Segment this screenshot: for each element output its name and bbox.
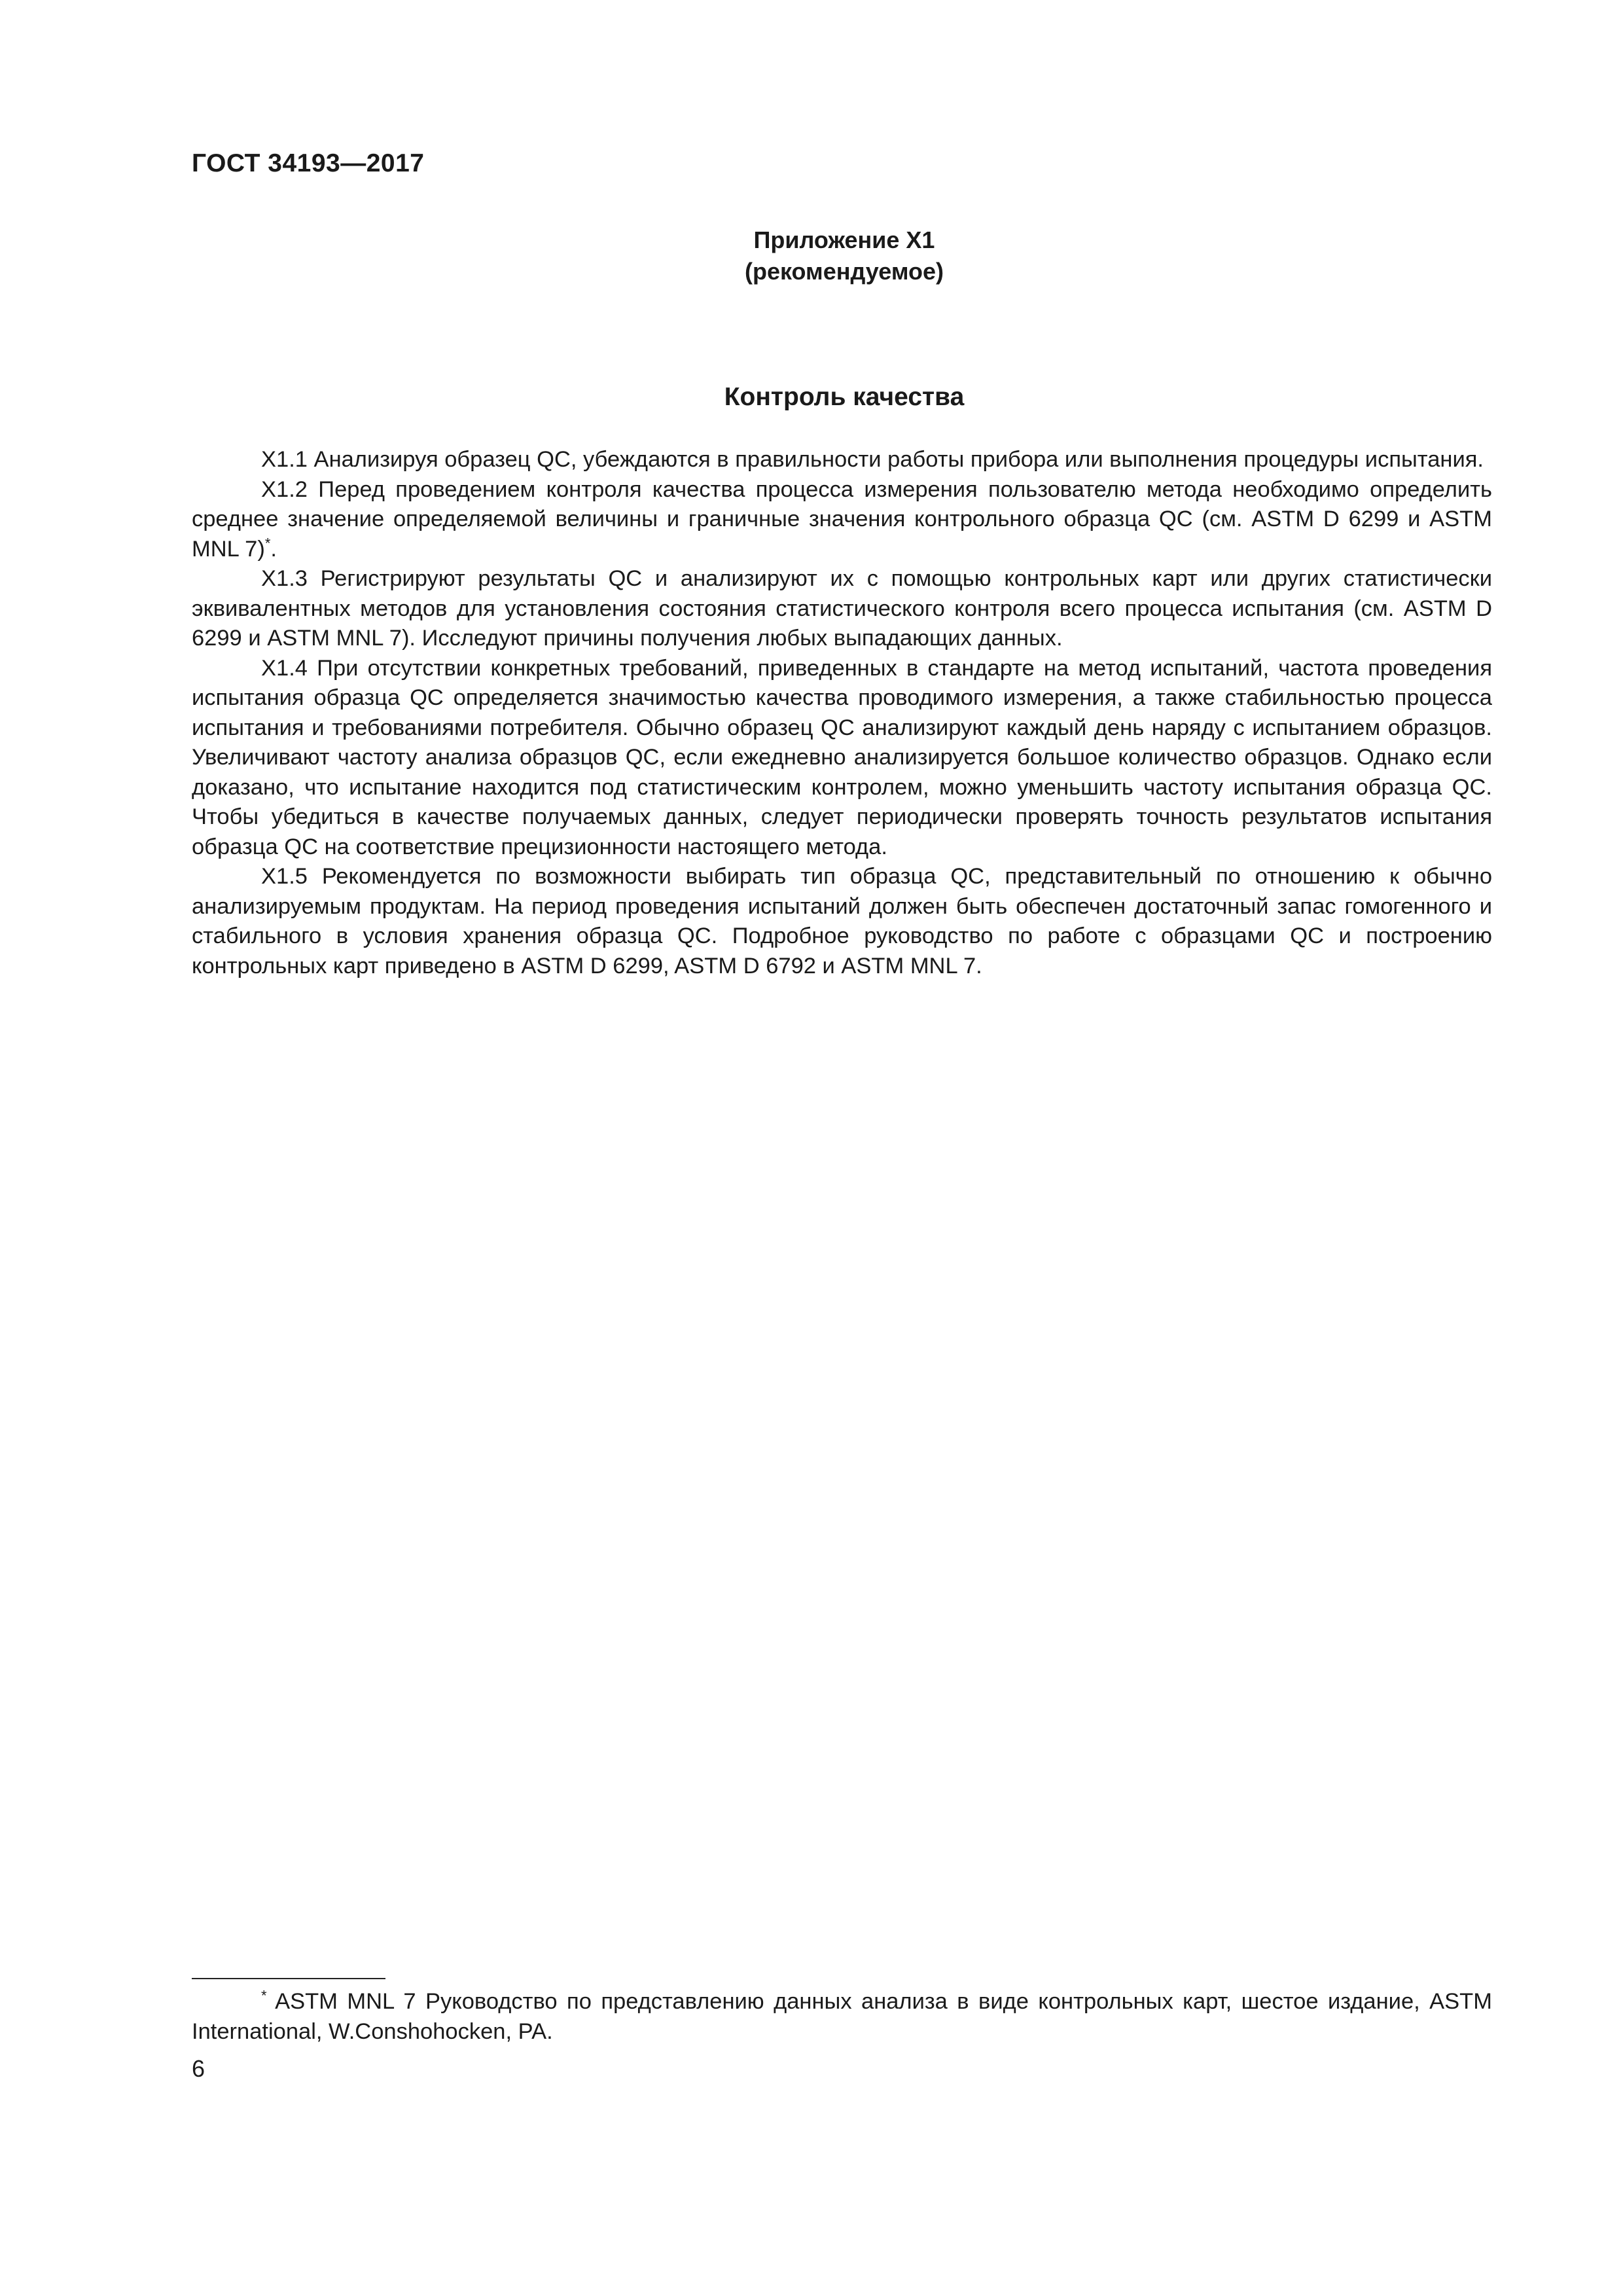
paragraph-x1-5: X1.5 Рекомендуется по возможности выбирать тип образца QC, представительный по отношению к обычно анализируемым продуктам. На период проведения испытаний должен быть обеспечен достаточный запас гомогенного и стабильного в условия хранения образца QC. Подробное руководство по работе с образцами QC и построению контрольных карт приведено в ASTM D 6299, ASTM D 6792 и ASTM MNL 7. xyxy=(192,864,1492,978)
appendix-heading xyxy=(0,224,1623,287)
footnote-reference: * xyxy=(264,535,271,551)
body-text xyxy=(192,445,1492,981)
paragraph-x1-4: X1.4 При отсутствии конкретных требований, приведенных в стандарте на метод испытаний, частота проведения испытания образца QC определяется значимостью качества проводимого измерения, а также стабильностью процесса испытания и требованиями потребителя. Обычно образец QC анализируют каждый день наряду с испытанием образцов. Увеличивают частоту анализа образцов QC, если ежедневно анализируется большое количество образцов. Однако если доказано, что испытание находится под статистическим контролем, можно уменьшить частоту испытания образца QC. Чтобы убедиться в качестве получаемых данных, следует периодически проверять точность результатов испытания образца QC на соответствие прецизионности настоящего метода. xyxy=(192,655,1492,859)
paragraph-x1-2-end: . xyxy=(270,536,277,562)
footnote-text: ASTM MNL 7 Руководство по представлению данных анализа в виде контрольных карт, шестое издание, ASTM International, W.Conshohocken, PA. xyxy=(192,1989,1492,2044)
paragraph-x1-2-text: X1.2 Перед проведением контроля качества процесса измерения пользователю метода необходимо определить среднее значение определяемой величины и граничные значения контрольного образца QC (см. ASTM D 6299 и ASTM MNL 7) xyxy=(192,476,1492,562)
appendix-title: Приложение X1 xyxy=(753,226,935,253)
footnote xyxy=(192,1987,1492,2047)
page-header-standard-code: ГОСТ 34193—2017 xyxy=(192,149,425,177)
page-number: 6 xyxy=(192,2055,205,2082)
footnote-paragraph xyxy=(192,1987,1492,2047)
footnote-divider xyxy=(192,1978,385,1979)
appendix-status: (рекомендуемое) xyxy=(745,258,944,285)
paragraph-x1-3: X1.3 Регистрируют результаты QC и анализируют их с помощью контрольных карт или других статистически эквивалентных методов для установления состояния статистического контроля всего процесса испытания (см. ASTM D 6299 и ASTM MNL 7). Исследуют причины получения любых выпадающих данных. xyxy=(192,566,1492,651)
section-title: Контроль качества xyxy=(724,383,965,411)
footnote-marker: * xyxy=(261,1987,267,2004)
paragraph-x1-1: X1.1 Анализируя образец QC, убеждаются в правильности работы прибора или выполнения процедуры испытания. xyxy=(261,447,1484,472)
paragraph-x1-2 xyxy=(192,475,1492,565)
